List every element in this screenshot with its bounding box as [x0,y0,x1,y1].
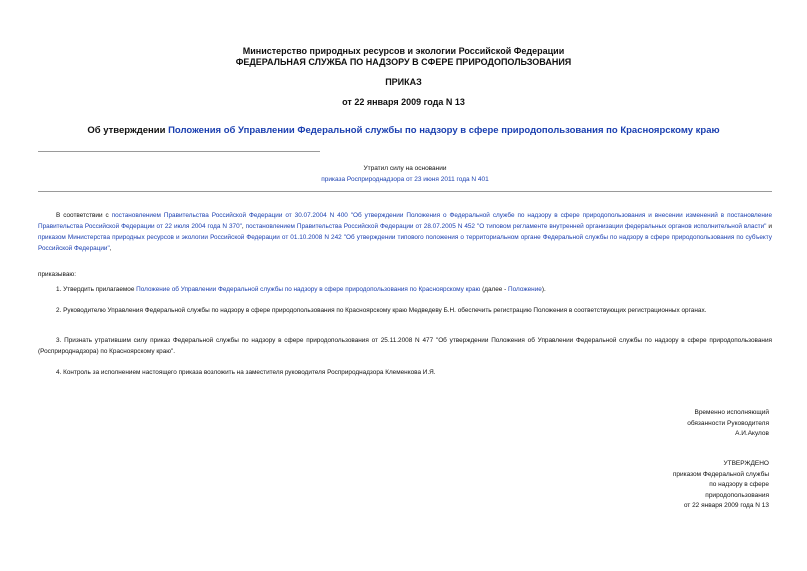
lost-force-link[interactable]: приказа Росприроднадзора от 23 июня 2011 года N 401 [321,176,489,183]
divider [38,191,772,192]
lost-force-text: Утратил силу на основании [363,165,447,172]
signature-line: обязанности Руководителя [687,419,769,427]
order-242-link[interactable]: приказом Министерства природных ресурсов и экологии Российской Федерации от 01.10.2008 N 242 "Об утверждении типового положения о территориальном органе Федеральной службы по надзору в сфере природопользования по субъекту Российской Федерации" [38,234,772,252]
preamble-text: и [766,223,772,230]
service-name: ФЕДЕРАЛЬНАЯ СЛУЖБА ПО НАДЗОРУ В СФЕРЕ ПРИРОДОПОЛЬЗОВАНИЯ [235,57,572,67]
approval-line: по надзору в сфере [709,481,769,489]
order-word: приказываю: [38,271,76,278]
doc-title [0,125,807,136]
signatory-name: А.И.Акулов [735,430,769,438]
preamble-text: , [241,223,246,230]
resolution-400-link[interactable]: постановлением Правительства Российской Федерации от 30.07.2004 N 400 "Об утверждении Положения о Федеральной службе по надзору в сфере природопользования и внесении изменений в постановление Правительства Российской Федерации от 22 июля 2004 года N 370" [38,212,772,230]
ministry-name: Министерство природных ресурсов и экологии Российской Федерации [242,46,565,56]
signature-line: Временно исполняющий [694,409,769,416]
preamble-text: В соответствии с [56,212,112,219]
document-header [0,46,807,68]
preamble-paragraph [38,210,772,254]
approval-line: природопользования [705,491,769,499]
doc-date-number: от 22 января 2009 года N 13 [342,97,465,107]
approval-line: от 22 января 2009 года N 13 [683,502,769,510]
order-item-2: 2. Руководителю Управления Федеральной службы по надзору в сфере природопользования по Красноярскому краю Медведеву Б.Н. обеспечить регистрацию Положения в соответствующих регистрационных органах. [56,307,707,314]
doc-type: ПРИКАЗ [385,77,422,87]
title-link[interactable]: Положения об Управлении Федеральной службы по надзору в сфере природопользования по Красноярскому краю [168,125,720,136]
order-item-1 [38,284,772,295]
item-text: ). [541,286,546,293]
order-item-3: 3. Признать утратившим силу приказ Федеральной службы по надзору в сфере природопользования от 25.11.2008 N 477 "Об утверждении Положения об Управлении Федеральной службы по надзору в сфере природопользования (Росприроднадзора) по Красноярскому краю". [38,337,772,355]
approved-heading: УТВЕРЖДЕНО [723,460,769,467]
item-text: 1. Утвердить прилагаемое [56,286,137,293]
order-item-4: 4. Контроль за исполнением настоящего приказа возложить на заместителя руководителя Росприроднадзора Клеменкова И.Я. [56,369,436,376]
resolution-452-link[interactable]: постановлением Правительства Российской Федерации от 28.07.2005 N 452 "О типовом регламенте внутренней организации федеральных органов исполнительной власти" [245,223,767,230]
lost-force-note [300,163,510,185]
signature-block [549,408,769,440]
title-prefix: Об утверждении [87,125,169,136]
approval-line: приказом Федеральной службы [672,470,769,478]
regulation-link[interactable]: Положение об Управлении Федеральной службы по надзору в сфере природопользования по Красноярскому краю [136,286,481,293]
preamble-text: , [109,245,112,252]
regulation-short-link[interactable]: Положение [508,286,542,293]
divider [38,151,320,152]
approval-block [549,459,769,512]
item-text: (далее - [480,286,509,293]
